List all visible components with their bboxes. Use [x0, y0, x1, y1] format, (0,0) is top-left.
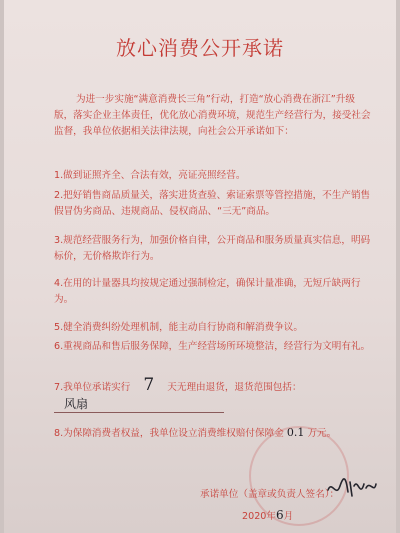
handwritten-signature: [326, 476, 378, 502]
commitment-item-1: 1.做到证照齐全、合法有效，亮证亮照经营。: [54, 170, 246, 181]
commitment-item-3: 3.规范经营服务行为，加强价格自律，公开商品和服务质量真实信息，明码标价，无价格欺诈行为。: [54, 235, 371, 263]
return-scope-handwritten: 风扇: [54, 396, 224, 413]
item7-middle: 天无理由退货，退货范围包括：: [167, 382, 302, 393]
commitment-item-5: 5.健全消费纠纷处理机制，能主动自行协商和解消费争议。: [54, 322, 303, 333]
date-month-handwritten: 6: [276, 508, 284, 522]
intro-paragraph: 为进一步实施“满意消费长三角”行动，打造“放心消费在浙江”升级版，落实企业主体责任，优化放心消费环境，规范生产经营行为，接受社会监督，我单位依据相关法律法规，向社会公开承诺如下：: [54, 94, 371, 138]
commitment-item-4: 4.在用的计量器具均按规定通过强制检定，确保计量准确，无短斤缺两行为。: [54, 278, 361, 306]
item8-suffix: 万元。: [307, 428, 337, 439]
commitment-item-7: [54, 377, 376, 414]
commitment-sheet: [4, 0, 396, 533]
item8-prefix: 8.为保障消费者权益，我单位设立消费维权赔付保障金: [54, 428, 284, 439]
commitment-item-6: 6.重视商品和售后服务保障，生产经营场所环境整洁，经营行为文明有礼。: [54, 341, 371, 352]
commitment-item-2: 2.把好销售商品质量关，落实进货查验、索证索票等管控措施，不生产销售假冒伪劣商品、违规商品、侵权商品、“三无”商品。: [54, 190, 371, 218]
return-days-handwritten: 7: [143, 375, 155, 395]
signature-label: 承诺单位（盖章或负责人签名）：: [200, 489, 340, 500]
guarantee-amount-handwritten: 0.1: [286, 426, 305, 439]
date-year: 2020年: [242, 511, 277, 522]
commitment-date: [242, 508, 293, 522]
date-month-suffix: 月: [283, 511, 294, 522]
document-title: 放心消费公开承诺: [116, 36, 284, 60]
item7-prefix: 7.我单位承诺实行: [54, 382, 131, 393]
